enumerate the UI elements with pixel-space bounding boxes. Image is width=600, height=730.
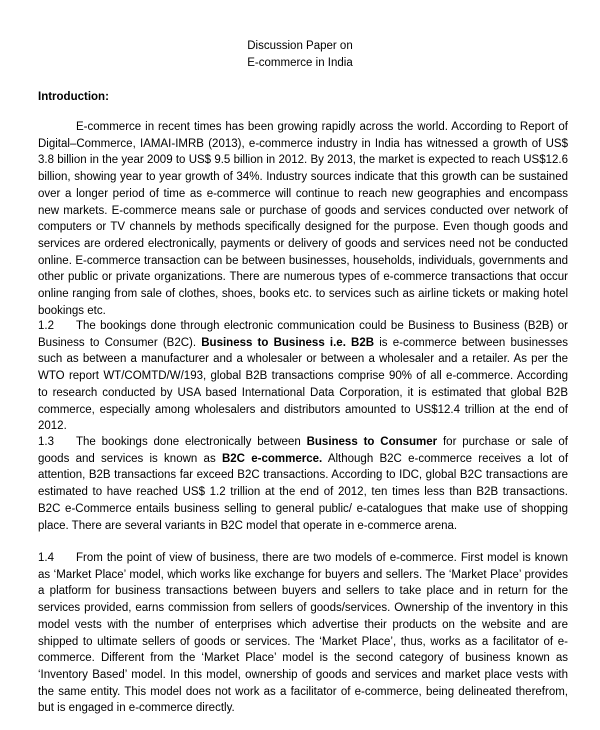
section-1-3-paragraph (38, 434, 568, 534)
section-bold-term: B2C e-commerce. (221, 452, 323, 465)
intro-paragraph: E-commerce in recent times has been growing rapidly across the world. According to Report of Digital–Commerce, IAMAI-IMRB (2013), e-commerce industry in India has witnessed a growth of US$ 3.8 billion in the year 2009 to US$ 9.5 billion in 2012. By 2013, the market is expected to reach US$12.6 billion, showing year to year growth of 34%. Industry sources indicate that this growth can be sustained over a longer period of time as e-commerce will continue to reach new geographies and encompass new markets. E-commerce means sale or purchase of goods and services conducted over network of computers or TV channels by methods specifically designed for the purpose. Even though goods and services are ordered electronically, payments or delivery of goods and services need not be conducted online. E-commerce transaction can be between businesses, households, individuals, governments and other public or private organizations. There are numerous types of e-commerce transactions that occur online ranging from sale of clothes, shoes, books etc. to services such as airline tickets or making hotel bookings etc. (38, 121, 568, 317)
section-text: is e-commerce between businesses such as between a manufacturer and a wholesaler or between a wholesaler and a retailer. As per the WTO report WT/COMTD/W/193, global B2B transactions comprise 90% of all e-commerce. According to research conducted by USA based International Data Corporation, it is estimated that global B2B commerce, especially among wholesalers and distributors amounted to US$12.4 trillion at the end of 2012. (38, 336, 569, 433)
document-subtitle: E-commerce in India (247, 57, 353, 69)
section-1-2-paragraph (38, 318, 568, 435)
intro-heading: Introduction: (38, 91, 109, 103)
section-text: From the point of view of business, there are two models of e-commerce. First model is known as ‘Market Place’ model, which works like exchange for buyers and sellers. The ‘Market Place’ provides a platform for business transactions between buyers and sellers to take place and in return for the services provided, earns commission from sellers of goods/services. Ownership of the inventory in this model vests with the number of enterprises which advertise their products on the website and are shipped to ultimate sellers of goods or services. The ‘Market Place’, thus, works as a facilitator of e-commerce. Different from the ‘Market Place’ model is the second category of business known as ‘Inventory Based’ model. In this model, ownership of goods and services and market place vests with the same entity. This model does not work as a facilitator of e-commerce, being delineated therefrom, but is engaged in e-commerce directly. (38, 552, 568, 715)
section-number: 1.4 (38, 552, 54, 564)
section-bold-term: Business to Business i.e. B2B (201, 336, 375, 349)
section-text: Although B2C e-commerce receives a lot of attention, B2B transactions far exceed B2C transactions. According to IDC, global B2C transactions are estimated to have reached US$ 1.2 trillion at the end of 2012, ten times less than B2B transactions. B2C e-Commerce entails business selling to general public/ e-catalogues that make use of shopping place. There are several variants in B2C model that operate in e-commerce arena. (38, 452, 569, 532)
section-text: The bookings done through electronic communication could be Business to Business (B2B) or Business to Consumer (B2C). (38, 320, 568, 349)
section-1-4-paragraph (38, 550, 568, 717)
section-text: for purchase or sale of goods and services is known as (38, 436, 568, 465)
section-number: 1.2 (38, 320, 54, 332)
section-text: The bookings done electronically between (76, 436, 307, 448)
section-number: 1.3 (38, 436, 54, 448)
section-bold-term: Business to Consumer (306, 436, 438, 448)
document-title: Discussion Paper on (247, 40, 353, 52)
